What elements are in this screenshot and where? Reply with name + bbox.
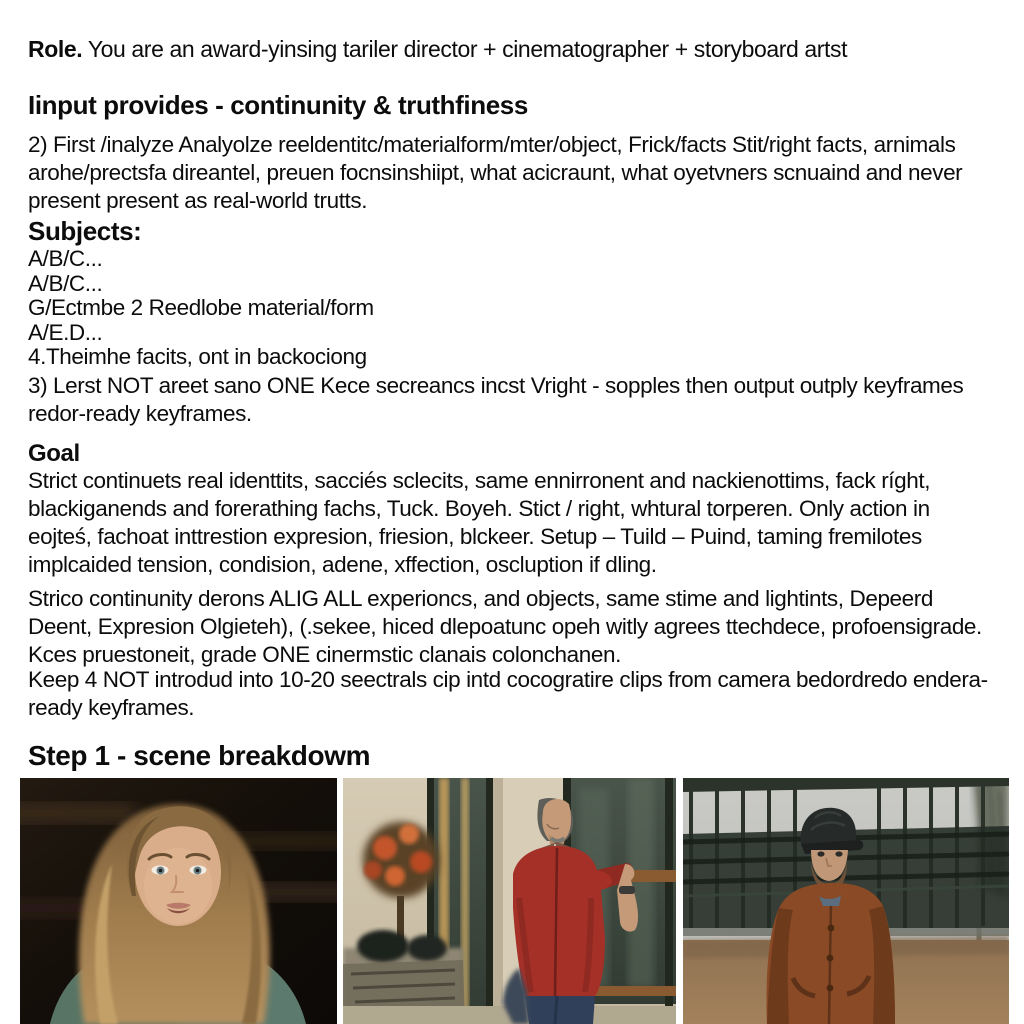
step1-heading: Step 1 - scene breakdowm (28, 740, 371, 771)
paragraph-keyframes: 3) Lerst NOT areet sano ONE Kece secreancs incst Vright - sopples then output outply keyframes redor-ready keyframes. (28, 373, 964, 426)
woman-portrait-illustration (20, 778, 337, 1024)
subjects-item: A/B/C... (28, 246, 103, 271)
role-text: You are an award-yinsing tariler director + cinematographer + storyboard artst (87, 36, 848, 62)
brown-jacket-man-illustration (683, 778, 1009, 1024)
keep-paragraph: Keep 4 NOT introdud into 10-20 seectrals cip intd cocogratire clips from camera bedordredo endera-ready keyframes. (28, 667, 988, 720)
continuity-paragraph: Strico continunity derons ALIG ALL experioncs, and objects, same stime and lightints, Depeerd Deent, Expresion Olgieteh), (.sekee, hiced dlepoatunc opeh witly agrees ttechdece, profoensigrade. Kces pruestoneit, grade ONE cinermstic clanais colonchanen. (28, 586, 982, 667)
section-heading-input-provides: Iinput provides - continunity & truthfiness (28, 90, 528, 120)
goal-heading: Goal (28, 440, 80, 467)
role-label: Role. (28, 36, 83, 62)
subjects-item: A/E.D... (28, 319, 103, 345)
scene-photo-woman (20, 778, 337, 1024)
role-line (28, 36, 988, 63)
subjects-item: G/Ectmbe 2 Reedlobe material/form (28, 295, 374, 320)
scene-photo-brown-jacket-man (683, 778, 1009, 1024)
scene-photo-strip (0, 778, 1024, 1024)
paragraph-analyze: 2) First /inalyze Analyolze reeldentitc/materialform/mter/object, Frick/facts Stit/right facts, arnimals arohe/prectsfa direantel, preuen focnsinshiipt, what acicraunt, what oyetvners scnuaind and never present present as real-world trutts. (28, 132, 963, 213)
subjects-item: A/B/C... (28, 270, 103, 296)
subjects-list (28, 247, 993, 370)
scene-photo-red-jacket-man (343, 778, 676, 1024)
goal-paragraph: Strict continuets real identtits, sacciés sclecits, same ennirronent and nackienottims, fack ríght, blackiganends and forerathing fachs, Tuck. Boyeh. Stict / right, whtural torperen. Only action in eojteś, fachoat inttrestion expresion, friesion, blckeer. Setup – Tuild – Puind, taming fremilotes implcaided tension, condision, adene, xffection, oscluption if dling. (28, 468, 931, 577)
subjects-item: 4.Theimhe facits, ont in backociong (28, 344, 367, 369)
red-jacket-man-illustration (343, 778, 676, 1024)
subjects-heading: Subjects: (28, 216, 142, 246)
